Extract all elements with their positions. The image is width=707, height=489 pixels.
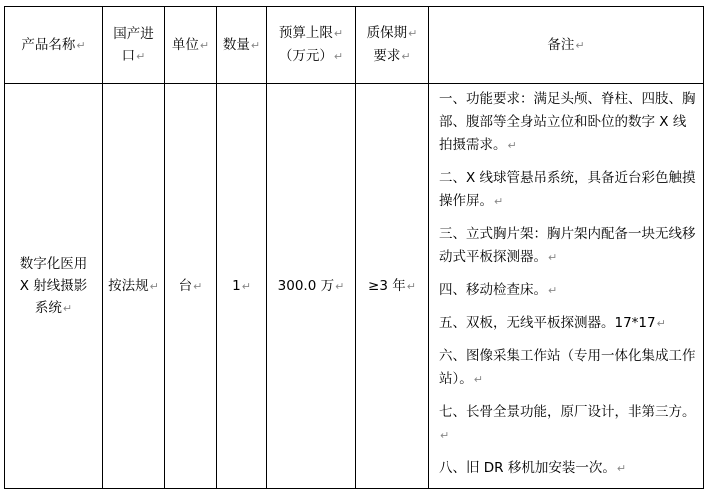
cell-warranty: ≥3 年↵ [356,84,429,489]
remark-item: 一、功能要求：满足头颅、脊柱、四肢、胸部、腹部等全身站立位和卧位的数字 X 线拍摄需求。↵ [439,91,696,153]
header-budget: 预算上限↵ （万元）↵ [267,7,356,84]
document-page [4,6,704,489]
header-import: 国产进 口↵ [103,7,165,84]
header-warranty: 质保期↵ 要求↵ [356,7,429,84]
cell-import: 按法规↵ [103,84,165,489]
header-unit: 单位↵ [165,7,217,84]
header-quantity: 数量↵ [217,7,267,84]
cell-quantity: 1↵ [217,84,267,489]
cell-product-name: 数字化医用 X 射线摄影 系统↵ [5,84,103,489]
cell-unit: 台↵ [165,84,217,489]
remark-item: 五、双板，无线平板探测器。17*17↵ [439,315,666,331]
cell-remarks [429,84,704,489]
remark-item: 六、图像采集工作站（专用一体化集成工作站）。↵ [439,348,696,387]
procurement-table [4,6,704,489]
table-row [5,84,704,489]
header-product-name: 产品名称↵ [5,7,103,84]
remark-item: 八、旧 DR 移机加安装一次。↵ [439,460,627,476]
header-remarks: 备注↵ [429,7,704,84]
remark-item: 二、X 线球管悬吊系统，具备近台彩色触摸操作屏。↵ [439,170,696,209]
remark-item: 三、立式胸片架：胸片架内配备一块无线移动式平板探测器。↵ [439,226,696,265]
header-row [5,7,704,84]
cell-budget: 300.0 万↵ [267,84,356,489]
remark-item: 四、移动检查床。↵ [439,282,558,298]
remark-item: 七、长骨全景功能，原厂设计，非第三方。↵ [439,404,696,442]
